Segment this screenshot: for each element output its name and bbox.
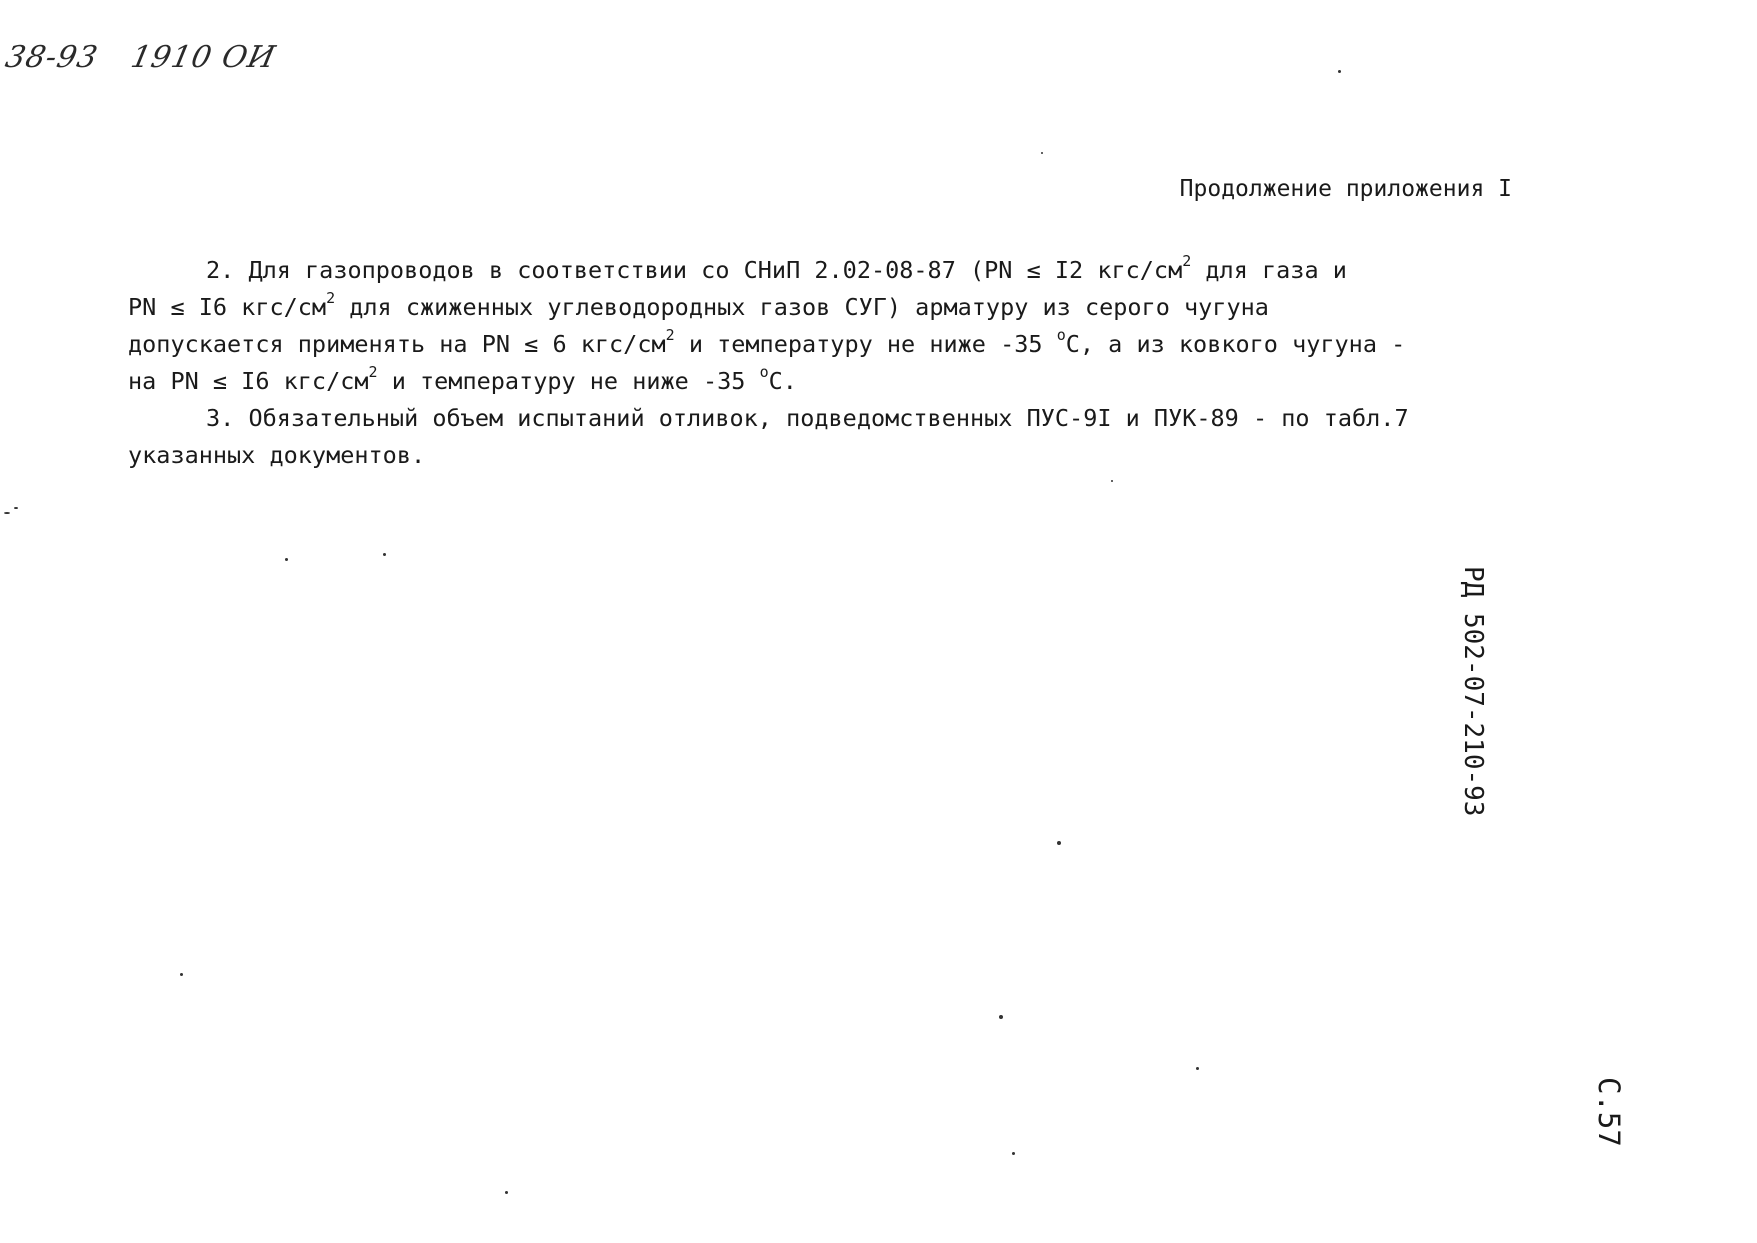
scan-speck <box>1196 1067 1199 1070</box>
scan-speck <box>505 1191 508 1194</box>
paragraph-2-line-3: допускается применять на PN ≤ 6 кгс/$см^2$ и температуру не ниже -35 $^о$С, а из ковкого чугуна - <box>128 326 1406 358</box>
scan-speck <box>1041 152 1043 154</box>
scan-speck <box>1012 1152 1015 1155</box>
page-number: С.57 <box>1592 1077 1626 1147</box>
document-code: РД 502-07-210-93 <box>1458 566 1488 817</box>
scan-speck <box>285 558 288 561</box>
paragraph-2-line-2: PN ≤ I6 кгс/$см^2$ для сжиженных углеводородных газов СУГ) арматуру из серого чугуна <box>128 289 1269 321</box>
handwritten-annotation <box>2 40 279 75</box>
paragraph-3-line-1: 3. Обязательный объем испытаний отливок, подведомственных ПУС-9I и ПУК-89 - по табл.7 <box>206 404 1409 432</box>
paragraph-2-line-4: на PN ≤ I6 кгс/$см^2$ и температуру не ниже -35 $^о$С. <box>128 363 797 395</box>
scan-speck <box>180 973 183 976</box>
paragraph-2-line-1: 2. Для газопроводов в соответствии со СНиП 2.02-08-87 (PN ≤ I2 кгс/$см^2$ для газа и <box>206 252 1347 284</box>
scan-speck <box>999 1015 1003 1019</box>
scan-speck <box>383 553 386 556</box>
scan-speck <box>1111 480 1113 482</box>
scan-speck <box>1338 70 1341 73</box>
scan-speck <box>14 507 18 509</box>
paragraph-3-line-2: указанных документов. <box>128 441 426 469</box>
scan-speck <box>1057 841 1061 845</box>
handwritten-number-left: 38-93 <box>2 40 102 75</box>
document-body <box>128 252 1558 474</box>
scan-speck <box>4 512 10 514</box>
handwritten-number-right: 1910 ОИ <box>127 40 279 75</box>
continuation-heading: Продолжение приложения I <box>1179 176 1512 202</box>
